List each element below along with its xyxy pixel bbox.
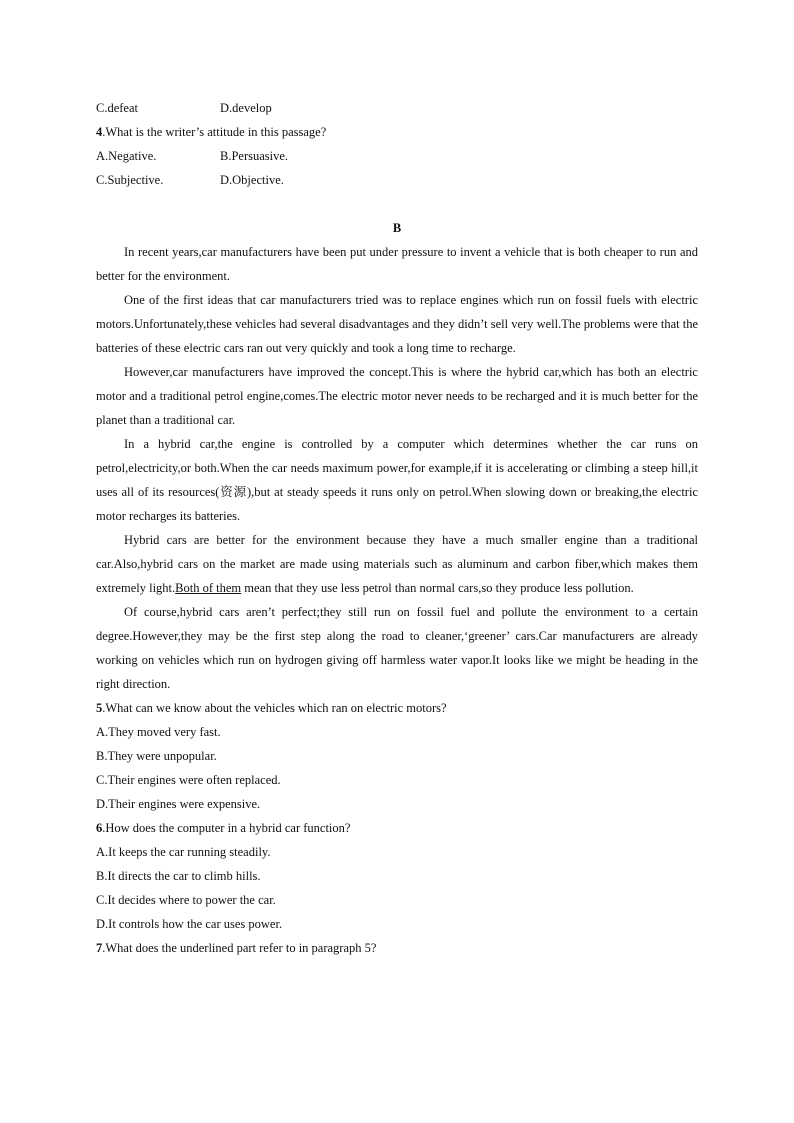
paragraph-5-text-after: mean that they use less petrol than normal cars,so they produce less pollution. [241,581,634,595]
q6-option-d[interactable]: D.It controls how the car uses power. [96,917,283,931]
q5-option-a[interactable]: A.They moved very fast. [96,725,221,739]
question-5 [96,696,698,720]
section-title: B [392,221,402,235]
q3-options-row [96,96,698,120]
passage-paragraph-6: Of course,hybrid cars aren’t perfect;they still run on fossil fuel and pollute the environment to a certain degree.However,they may be the first step along the road to cleaner,‘greener’ cars.Car manufacturers are already working on vehicles which run on hydrogen giving off harmless water vapor.It looks like we might be heading in the right direction. [96,605,698,691]
question-5-text: .What can we know about the vehicles which ran on electric motors? [102,701,447,715]
q6-option-a[interactable]: A.It keeps the car running steadily. [96,845,271,859]
question-7-text: .What does the underlined part refer to in paragraph 5? [102,941,377,955]
question-6-number: 6 [96,821,103,835]
passage-paragraph-3: However,car manufacturers have improved the concept.This is where the hybrid car,which has both an electric motor and a traditional petrol engine,comes.The electric motor never needs to be recharged and it is much better for the planet than a traditional car. [96,365,698,427]
q4-option-c[interactable]: C.Subjective. [96,173,164,187]
question-4 [96,120,698,144]
q5-option-d[interactable]: D.Their engines were expensive. [96,797,261,811]
question-4-text: .What is the writer’s attitude in this passage? [102,125,327,139]
question-4-number: 4 [96,125,103,139]
q6-option-b[interactable]: B.It directs the car to climb hills. [96,869,261,883]
passage-paragraph-1: In recent years,car manufacturers have been put under pressure to invent a vehicle that is both cheaper to run and better for the environment. [96,245,698,283]
q5-option-c[interactable]: C.Their engines were often replaced. [96,773,281,787]
q5-option-b[interactable]: B.They were unpopular. [96,749,217,763]
question-7 [96,936,698,960]
question-7-number: 7 [96,941,103,955]
q4-options-row-1 [96,144,698,168]
passage-paragraph-5 [96,528,698,600]
q3-option-c[interactable]: C.defeat [96,101,138,115]
q4-option-a[interactable]: A.Negative. [96,149,157,163]
q6-option-c[interactable]: C.It decides where to power the car. [96,893,276,907]
passage-paragraph-4: In a hybrid car,the engine is controlled by a computer which determines whether the car runs on petrol,electricity,or both.When the car needs maximum power,for example,if it is accelerating or climbing a steep hill,it uses all of its resources(资源),but at steady speeds it runs only on petrol.When slowing down or breaking,the electric motor recharges its batteries. [96,437,698,523]
document-page [96,96,698,960]
question-6-text: .How does the computer in a hybrid car function? [102,821,351,835]
q4-option-b[interactable]: B.Persuasive. [220,149,289,163]
passage-paragraph-2: One of the first ideas that car manufacturers tried was to replace engines which run on fossil fuels with electric motors.Unfortunately,these vehicles had several disadvantages and they didn’t sell very well.The problems were that the batteries of these electric cars ran out very quickly and took a long time to recharge. [96,293,698,355]
question-5-number: 5 [96,701,103,715]
q3-option-d[interactable]: D.develop [220,101,272,115]
question-6 [96,816,698,840]
q4-options-row-2 [96,168,698,192]
underlined-part: Both of them [175,581,242,595]
q4-option-d[interactable]: D.Objective. [220,173,284,187]
paragraph-5-text-before: Hybrid cars are better for the environment because they have a much smaller engine than a traditional car.Also,hybrid cars on the market are made using materials such as aluminum and carbon fiber,which makes them extremely light. [96,533,698,595]
